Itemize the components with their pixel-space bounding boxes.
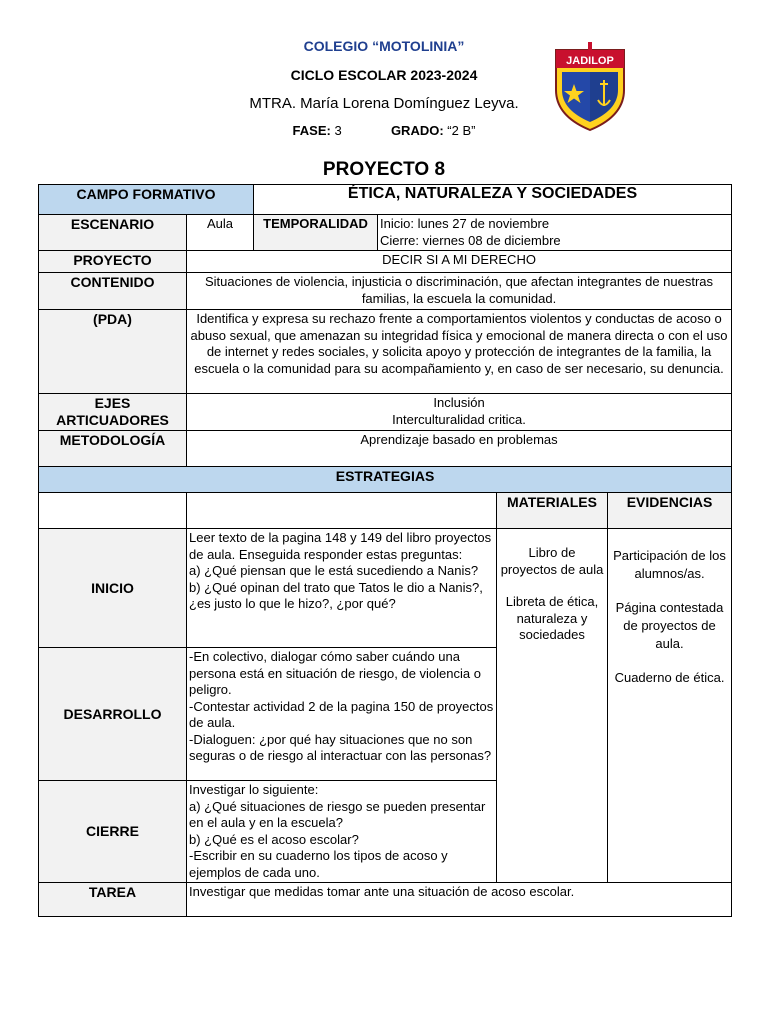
escenario-label: ESCENARIO [39, 215, 187, 251]
fase-value: 3 [334, 123, 342, 138]
temporalidad-inicio: Inicio: lunes 27 de noviembre [380, 216, 550, 231]
estrategias-empty-cell-2 [187, 493, 497, 529]
materiales-label: MATERIALES [497, 493, 608, 529]
inicio-value [187, 529, 497, 648]
school-crest-icon [552, 42, 628, 132]
crest-lettering: JADILOP [566, 55, 614, 67]
evidencias-item-3: Cuaderno de ética. [614, 670, 725, 685]
campo-formativo-value: ÉTICA, NATURALEZA Y SOCIEDADES [254, 185, 732, 215]
desarrollo-line-1: -En colectivo, dialogar cómo saber cuándo una persona está en situación de riesgo, de violencia o peligro. [189, 649, 481, 697]
proyecto-value: DECIR SI A MI DERECHO [187, 251, 732, 273]
campo-formativo-label: CAMPO FORMATIVO [39, 185, 254, 215]
ejes-value [187, 394, 732, 431]
desarrollo-line-2: -Contestar actividad 2 de la pagina 150 de proyectos de aula. [189, 698, 494, 730]
school-cycle: CICLO ESCOLAR 2023-2024 [290, 67, 478, 83]
contenido-value: Situaciones de violencia, injusticia o discriminación, que afectan integrantes de nuestras familias, la escuela la comunidad. [187, 273, 732, 310]
cierre-line-4: -Escribir en su cuaderno los tipos de acoso y ejemplos de cada uno. [189, 848, 448, 880]
inicio-line-2: a) ¿Qué piensan que le está sucediendo a Nanis? [189, 563, 479, 578]
grado-value: “2 B” [447, 123, 476, 138]
evidencias-item-1: Participación de los alumnos/as. [613, 548, 726, 581]
materiales-cell [497, 529, 608, 883]
cierre-label: CIERRE [39, 781, 187, 883]
fase-label: FASE: [292, 123, 331, 138]
pda-value: Identifica y expresa su rechazo frente a comportamientos violentos y conductas de acoso o abuso sexual, que amenazan su integridad física y emocional de manera directa o con el uso de internet y redes sociales, y solicita apoyo y protección de integrantes de la familia, la escuela o la comunidad para su acompañamiento y, en caso de ser necesario, su denuncia. [187, 310, 732, 394]
tarea-value: Investigar que medidas tomar ante una situación de acoso escolar. [187, 883, 732, 917]
cierre-value [187, 781, 497, 883]
temporalidad-value [378, 215, 732, 251]
tarea-label: TAREA [39, 883, 187, 917]
materiales-item-2: Libreta de ética, naturaleza y sociedades [505, 594, 599, 642]
evidencias-item-2: Página contestada de proyectos de aula. [615, 600, 724, 651]
estrategias-label: ESTRATEGIAS [39, 467, 732, 493]
cierre-line-1: Investigar lo siguiente: [189, 782, 319, 797]
proyecto-label: PROYECTO [39, 251, 187, 273]
metodologia-value: Aprendizaje basado en problemas [187, 431, 732, 467]
temporalidad-cierre: Cierre: viernes 08 de diciembre [380, 232, 561, 248]
teacher-name: MTRA. María Lorena Domínguez Leyva. [249, 95, 519, 112]
inicio-line-1: Leer texto de la pagina 148 y 149 del libro proyectos de aula. Enseguida responder estas preguntas: [189, 530, 492, 562]
ejes-value-interculturalidad: Interculturalidad critica. [392, 411, 526, 427]
ejes-label: EJES ARTICUADORES [39, 394, 187, 431]
materiales-item-1: Libro de proyectos de aula [500, 545, 604, 577]
project-title: PROYECTO 8 [322, 159, 446, 180]
grado-label: GRADO: [390, 123, 444, 138]
desarrollo-line-3: -Dialoguen: ¿por qué hay situaciones que no son seguras o de riesgo al interactuar con las personas? [189, 731, 492, 763]
phase-grade-line [0, 123, 768, 138]
cierre-line-3: b) ¿Qué es el acoso escolar? [189, 831, 359, 847]
temporalidad-label: TEMPORALIDAD [254, 215, 378, 251]
school-name: COLEGIO “MOTOLINIA” [303, 38, 465, 54]
contenido-label: CONTENIDO [39, 273, 187, 310]
desarrollo-value [187, 648, 497, 781]
estrategias-empty-cell [39, 493, 187, 529]
inicio-line-3: b) ¿Qué opinan del trato que Tatos le dio a Nanis?, ¿es justo lo que le hizo?, ¿por qué? [189, 579, 483, 611]
evidencias-cell [608, 529, 732, 883]
ejes-value-inclusion: Inclusión [433, 395, 485, 410]
pda-label: (PDA) [39, 310, 187, 394]
escenario-value: Aula [187, 215, 254, 251]
evidencias-label: EVIDENCIAS [608, 493, 732, 529]
metodologia-label: METODOLOGÍA [39, 431, 187, 467]
cierre-line-2: a) ¿Qué situaciones de riesgo se pueden presentar en el aula y en la escuela? [189, 798, 486, 830]
planning-table [38, 184, 732, 917]
inicio-label: INICIO [39, 529, 187, 648]
desarrollo-label: DESARROLLO [39, 648, 187, 781]
